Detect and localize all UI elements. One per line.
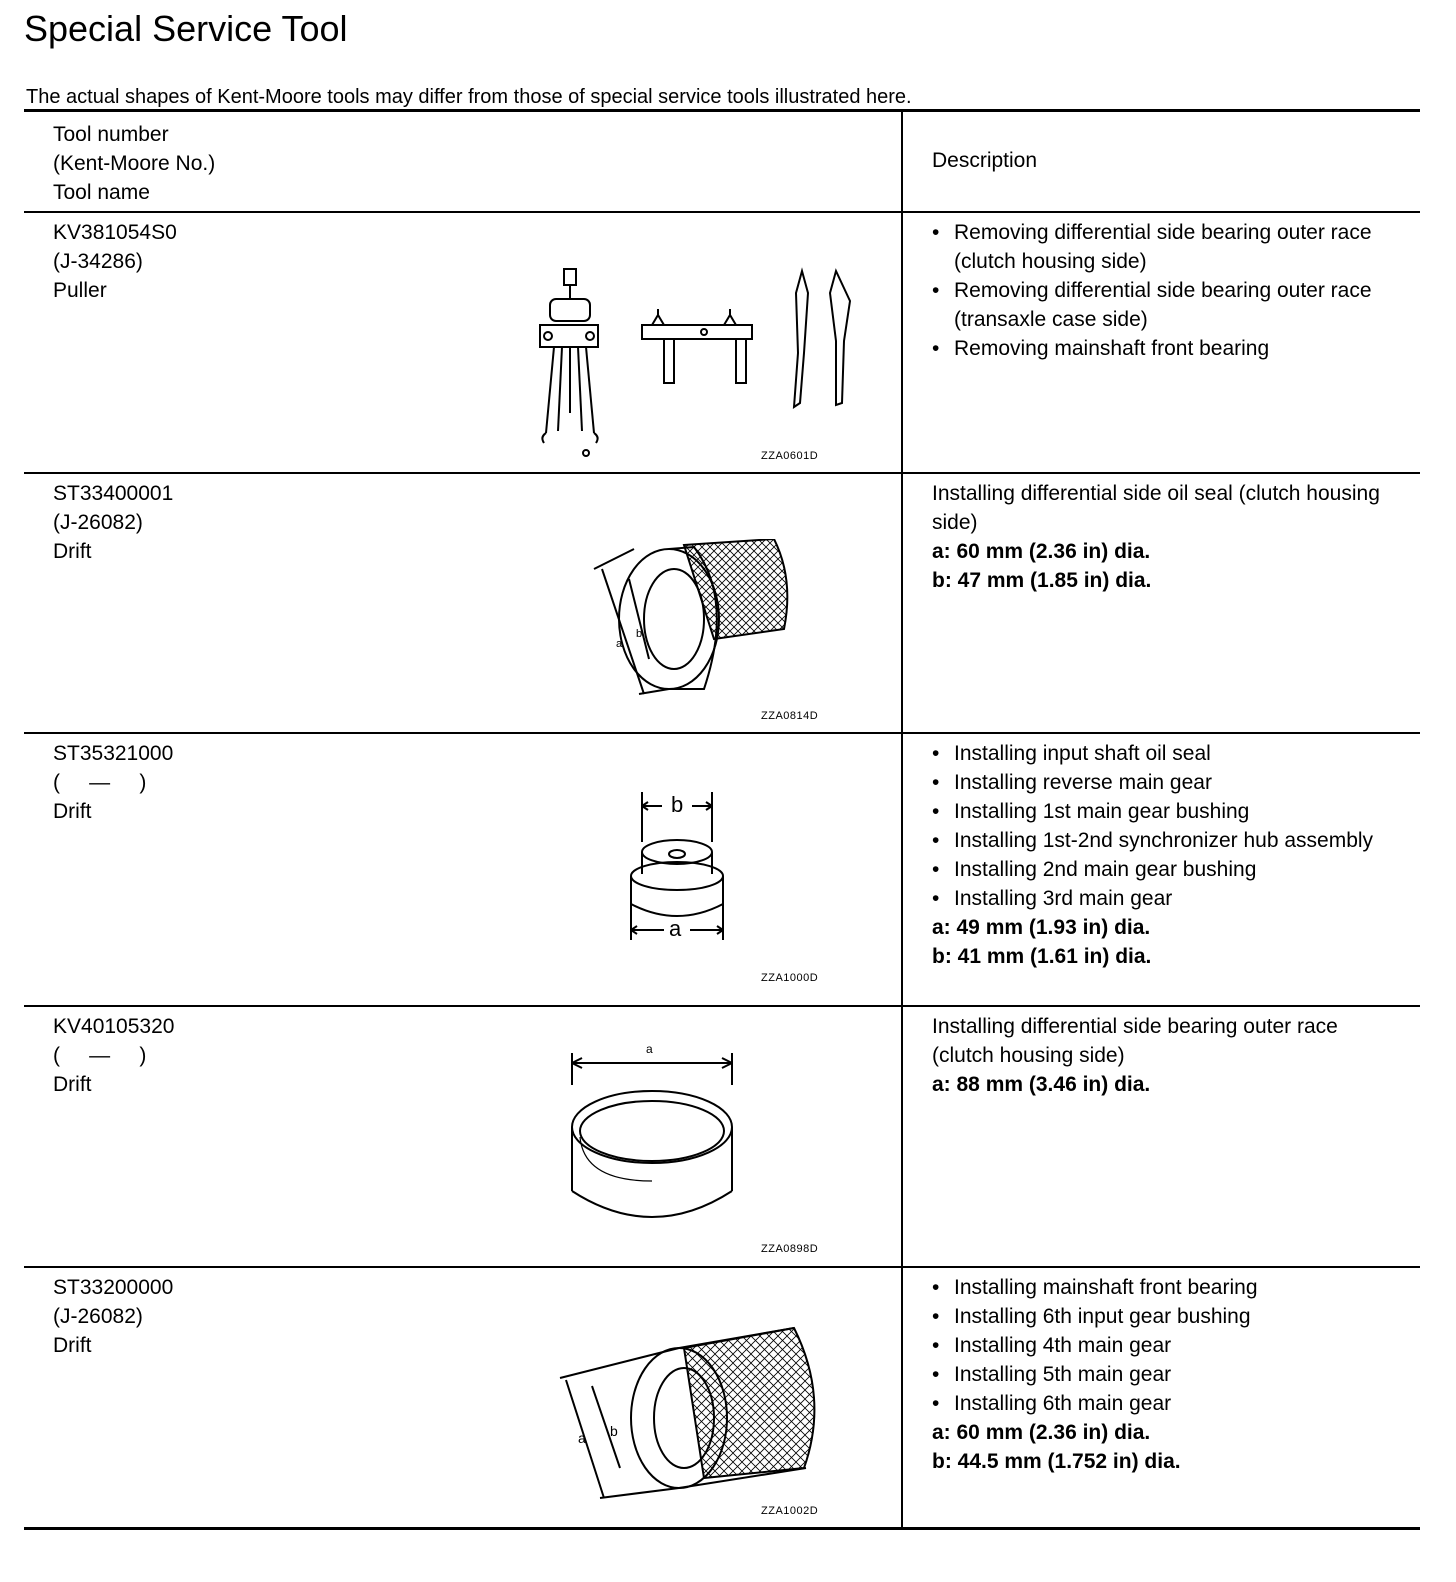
description-bullet: • Installing input shaft oil seal — [932, 739, 1400, 768]
tool-cell — [24, 213, 903, 472]
description-bullet: • Installing reverse main gear — [932, 768, 1400, 797]
description-bullet: • Installing 5th main gear — [932, 1360, 1400, 1389]
spec-b: b: 41 mm (1.61 in) dia. — [932, 945, 1152, 968]
dimension-label-b: b — [610, 1423, 618, 1439]
kent-moore-number: (J-26082) — [53, 1305, 143, 1328]
dimension-label-b: b — [671, 792, 684, 817]
bullet-text: Installing mainshaft front bearing — [954, 1276, 1258, 1299]
dimension-label-a: a — [646, 1042, 653, 1056]
description-bullet: • Installing 1st-2nd synchronizer hub assembly — [932, 826, 1400, 855]
description-bullet: • Removing mainshaft front bearing — [932, 334, 1400, 363]
tool-cell — [24, 474, 903, 732]
bullet-text: Installing 3rd main gear — [954, 887, 1173, 910]
dimension-label-b: b — [636, 628, 643, 640]
spec-b: b: 47 mm (1.85 in) dia. — [932, 569, 1152, 592]
figure-code: ZZA0814D — [761, 710, 819, 722]
bullet-text: Removing differential side bearing outer race (clutch housing side) — [954, 221, 1372, 273]
header-tool-name: Tool name — [53, 181, 150, 204]
spec-a: a: 88 mm (3.46 in) dia. — [932, 1073, 1151, 1096]
figure-code: ZZA1002D — [761, 1505, 819, 1517]
table-row — [24, 213, 1420, 472]
description-bullet: • Removing differential side bearing outer race (transaxle case side) — [932, 276, 1400, 334]
bullet-text: Installing 2nd main gear bushing — [954, 858, 1257, 881]
description-cell — [903, 1007, 1420, 1266]
tool-number: KV381054S0 — [53, 221, 177, 244]
description-text: Installing differential side bearing outer race (clutch housing side) — [932, 1015, 1338, 1067]
tool-number: ST35321000 — [53, 742, 174, 765]
table-row — [24, 1007, 1420, 1266]
tool-cell — [24, 1268, 903, 1527]
description-bullet: • Installing 6th input gear bushing — [932, 1302, 1400, 1331]
tool-number: ST33200000 — [53, 1276, 174, 1299]
description-cell — [903, 1268, 1420, 1527]
description-bullet: • Installing 1st main gear bushing — [932, 797, 1400, 826]
header-tool-cell — [24, 112, 903, 211]
description-bullet: • Installing mainshaft front bearing — [932, 1273, 1400, 1302]
tool-cell — [24, 1007, 903, 1266]
tool-name: Drift — [53, 800, 92, 823]
spec-b: b: 44.5 mm (1.752 in) dia. — [932, 1450, 1181, 1473]
bullet-text: Removing differential side bearing outer race (transaxle case side) — [954, 279, 1372, 331]
bullet-text: Installing 6th input gear bushing — [954, 1305, 1251, 1328]
description-cell — [903, 213, 1420, 472]
tool-number: ST33400001 — [53, 482, 174, 505]
description-bullet: • Installing 4th main gear — [932, 1331, 1400, 1360]
spec-a: a: 60 mm (2.36 in) dia. — [932, 540, 1151, 563]
bullet-text: Installing 1st-2nd synchronizer hub assembly — [954, 829, 1374, 852]
bullet-text: Installing reverse main gear — [954, 771, 1212, 794]
intro-note: The actual shapes of Kent-Moore tools may differ from those of special service tools illustrated here. — [26, 86, 912, 108]
header-description: Description — [932, 149, 1038, 172]
bullet-text: Installing 1st main gear bushing — [954, 800, 1250, 823]
table-bottom-rule — [24, 1527, 1420, 1530]
bullet-text: Installing 4th main gear — [954, 1334, 1172, 1357]
tool-name: Drift — [53, 540, 92, 563]
kent-moore-number: (J-26082) — [53, 511, 143, 534]
dimension-label-a: a — [616, 638, 623, 650]
figure-code: ZZA0898D — [761, 1243, 819, 1255]
dimension-label-a: a — [578, 1430, 586, 1446]
description-cell — [903, 474, 1420, 732]
kent-moore-number: (J-34286) — [53, 250, 143, 273]
tool-cell — [24, 734, 903, 1005]
spec-a: a: 60 mm (2.36 in) dia. — [932, 1421, 1151, 1444]
table-row — [24, 474, 1420, 732]
description-cell — [903, 734, 1420, 1005]
description-bullet: • Installing 3rd main gear — [932, 884, 1400, 913]
description-bullet: • Removing differential side bearing outer race (clutch housing side) — [932, 218, 1400, 276]
tool-name: Drift — [53, 1334, 92, 1357]
drift-illustration — [574, 539, 834, 699]
tool-name: Puller — [53, 279, 107, 302]
tool-number: KV40105320 — [53, 1015, 175, 1038]
page-title: Special Service Tool — [24, 8, 348, 49]
bullet-text: Installing 5th main gear — [954, 1363, 1172, 1386]
kent-moore-number: ( — ) — [53, 771, 147, 794]
bullet-text: Installing 6th main gear — [954, 1392, 1172, 1415]
table-row — [24, 1268, 1420, 1527]
tool-name: Drift — [53, 1073, 92, 1096]
tool-table — [24, 109, 1420, 1530]
table-row — [24, 734, 1420, 1005]
puller-illustration — [524, 263, 854, 463]
dimension-label-a: a — [669, 916, 682, 941]
drift-illustration — [624, 792, 734, 952]
spec-a: a: 49 mm (1.93 in) dia. — [932, 916, 1151, 939]
ring-drift-illustration — [564, 1041, 744, 1231]
bullet-text: Installing input shaft oil seal — [954, 742, 1211, 765]
figure-code: ZZA1000D — [761, 972, 819, 984]
figure-code: ZZA0601D — [761, 450, 819, 462]
knurled-drift-illustration — [544, 1318, 844, 1503]
header-tool-number: Tool number — [53, 123, 169, 146]
header-kent-moore: (Kent-Moore No.) — [53, 152, 216, 175]
description-text: Installing differential side oil seal (clutch housing side) — [932, 482, 1380, 534]
description-bullet: • Installing 6th main gear — [932, 1389, 1400, 1418]
description-bullet: • Installing 2nd main gear bushing — [932, 855, 1400, 884]
kent-moore-number: ( — ) — [53, 1044, 147, 1067]
bullet-text: Removing mainshaft front bearing — [954, 337, 1270, 360]
header-description-cell — [903, 112, 1420, 211]
table-header-row — [24, 112, 1420, 211]
